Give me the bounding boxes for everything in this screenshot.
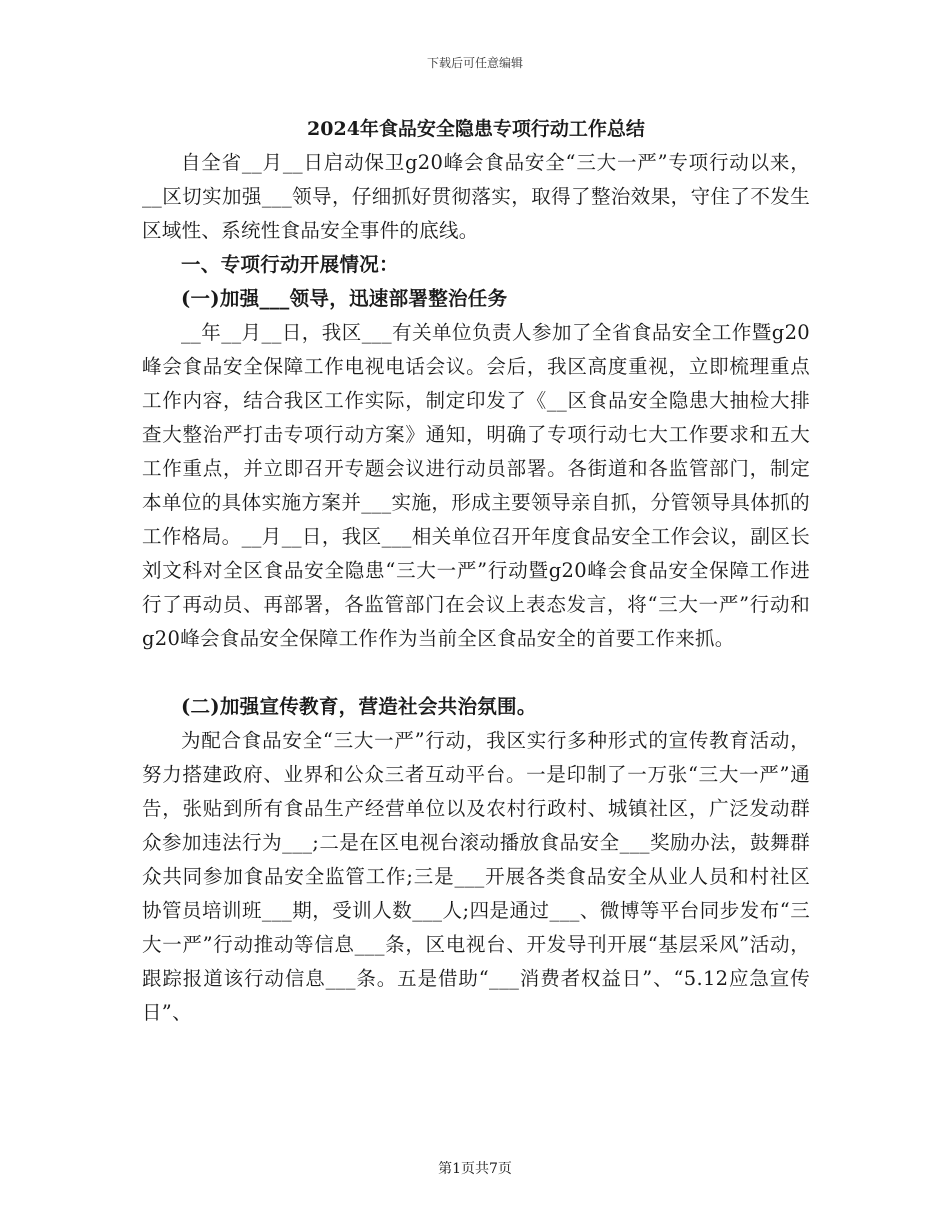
header-note: 下载后可任意编辑 [426, 56, 523, 70]
subsection-body-1: __年__月__日，我区___有关单位负责人参加了全省食品安全工作暨g20峰会食品安全保障工作电视电话会议。会后，我区高度重视，立即梳理重点工作内容，结合我区工作实际，制定印发了《__区食品安全隐患大抽检大排查大整治严打击专项行动方案》通知，明确了专项行动七大工作要求和五大工作重点，并立即召开专题会议进行动员部署。各街道和各监管部门，制定本单位的具体实施方案并___实施，形成主要领导亲自抓，分管领导具体抓的工作格局。__月__日，我区___相关单位召开年度食品安全工作会议，副区长刘文科对全区食品安全隐患“三大一严”行动暨g20峰会食品安全保障工作进行了再动员、再部署，各监管部门在会议上表态发言，将“三大一严”行动和g20峰会食品安全保障工作作为当前全区食品安全的首要工作来抓。 [142, 321, 810, 650]
subsection-heading-1: (一)加强___领导，迅速部署整治任务 [181, 287, 508, 310]
subsection-body-2: 为配合食品安全“三大一严”行动，我区实行多种形式的宣传教育活动，努力搭建政府、业界和公众三者互动平台。一是印制了一万张“三大一严”通告，张贴到所有食品生产经营单位以及农村行政村、城镇社区，广泛发动群众参加违法行为___;二是在区电视台滚动播放食品安全___奖励办法，鼓舞群众共同参加食品安全监管工作;三是___开展各类食品安全从业人员和村社区协管员培训班___期，受训人数___人;四是通过___、微博等平台同步发布“三大一严”行动推动等信息___条，区电视台、开发导刊开展“基层采风”活动，跟踪报道该行动信息___条。五是借助“___消费者权益日”、“5.12应急宣传日”、 [142, 729, 810, 1024]
document-title: 2024年食品安全隐患专项行动工作总结 [307, 118, 645, 140]
subsection-heading-2: (二)加强宣传教育，营造社会共治氛围。 [181, 695, 537, 718]
section-heading: 一、专项行动开展情况： [181, 253, 399, 276]
intro-paragraph: 自全省__月__日启动保卫g20峰会食品安全“三大一严”专项行动以来，__区切实加强___领导，仔细抓好贯彻落实，取得了整治效果，守住了不发生区域性、系统性食品安全事件的底线。 [142, 151, 810, 242]
page-number: 第1页共7页 [438, 1161, 512, 1177]
document-body [142, 112, 810, 1064]
